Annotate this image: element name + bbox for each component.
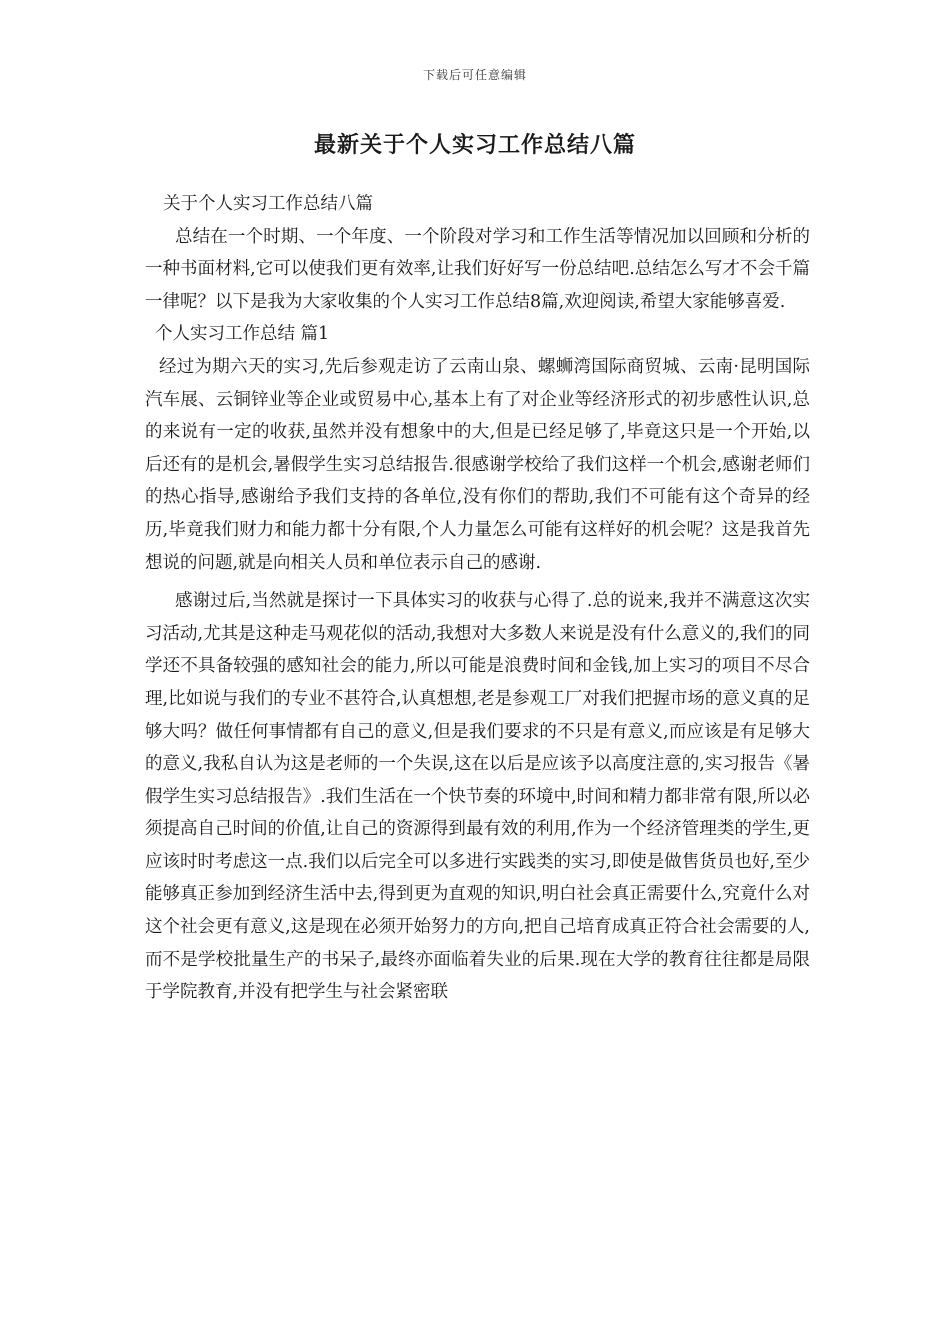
document-title: 最新关于个人实习工作总结八篇 xyxy=(313,132,636,158)
intro-paragraph: 总结在一个时期、一个年度、一个阶段对学习和工作生活等情况加以回顾和分析的一种书面材料,它可以使我们更有效率,让我们好好写一份总结吧.总结怎么写才不会千篇一律呢？以下是我为大家收集的个人实习工作总结8篇,欢迎阅读,希望大家能够喜爱. xyxy=(145,226,810,312)
body-paragraph-1: 经过为期六天的实习,先后参观走访了云南山泉、螺蛳湾国际商贸城、云南·昆明国际汽车展、云铜锌业等企业或贸易中心,基本上有了对企业等经济形式的初步感性认识,总的来说有一定的收获,虽然并没有想象中的大,但是已经足够了,毕竟这只是一个开始,以后还有的是机会,暑假学生实习总结报告.很感谢学校给了我们这样一个机会,感谢老师们的热心指导,感谢给予我们支持的各单位,没有你们的帮助,我们不可能有这个奇异的经历,毕竟我们财力和能力都十分有限,个人力量怎么可能有这样好的机会呢？这是我首先想说的问题,就是向相关人员和单位表示自己的感谢. xyxy=(145,356,810,573)
body-paragraph-2: 感谢过后,当然就是探讨一下具体实习的收获与心得了.总的说来,我并不满意这次实习活动,尤其是这种走马观花似的活动,我想对大多数人来说是没有什么意义的,我们的同学还不具备较强的感知社会的能力,所以可能是浪费时间和金钱,加上实习的项目不尽合理,比如说与我们的专业不甚符合,认真想想,老是参观工厂对我们把握市场的意义真的足够大吗？做任何事情都有自己的意义,但是我们要求的不只是有意义,而应该是有足够大的意义,我私自认为这是老师的一个失误,这在以后是应该予以高度注意的,实习报告《暑假学生实习总结报告》.我们生活在一个快节奏的环境中,时间和精力都非常有限,所以必须提高自己时间的价值,让自己的资源得到最有效的利用,作为一个经济管理类的学生,更应该时时考虑这一点.我们以后完全可以多进行实践类的实习,即使是做售货员也好,至少能够真正参加到经济生活中去,得到更为直观的知识,明白社会真正需要什么,究竟什么对这个社会更有意义,这是现在必须开始努力的方向,把自己培育成真正符合社会需要的人,而不是学校批量生产的书呆子,最终亦面临着失业的后果.现在大学的教育往往都是局限于学院教育,并没有把学生与社会紧密联 xyxy=(145,591,810,1003)
header-note: 下载后可任意编辑 xyxy=(422,68,527,82)
document-subtitle: 关于个人实习工作总结八篇 xyxy=(163,194,373,214)
section-heading: 个人实习工作总结 篇1 xyxy=(155,324,330,345)
document-body xyxy=(145,188,810,1009)
